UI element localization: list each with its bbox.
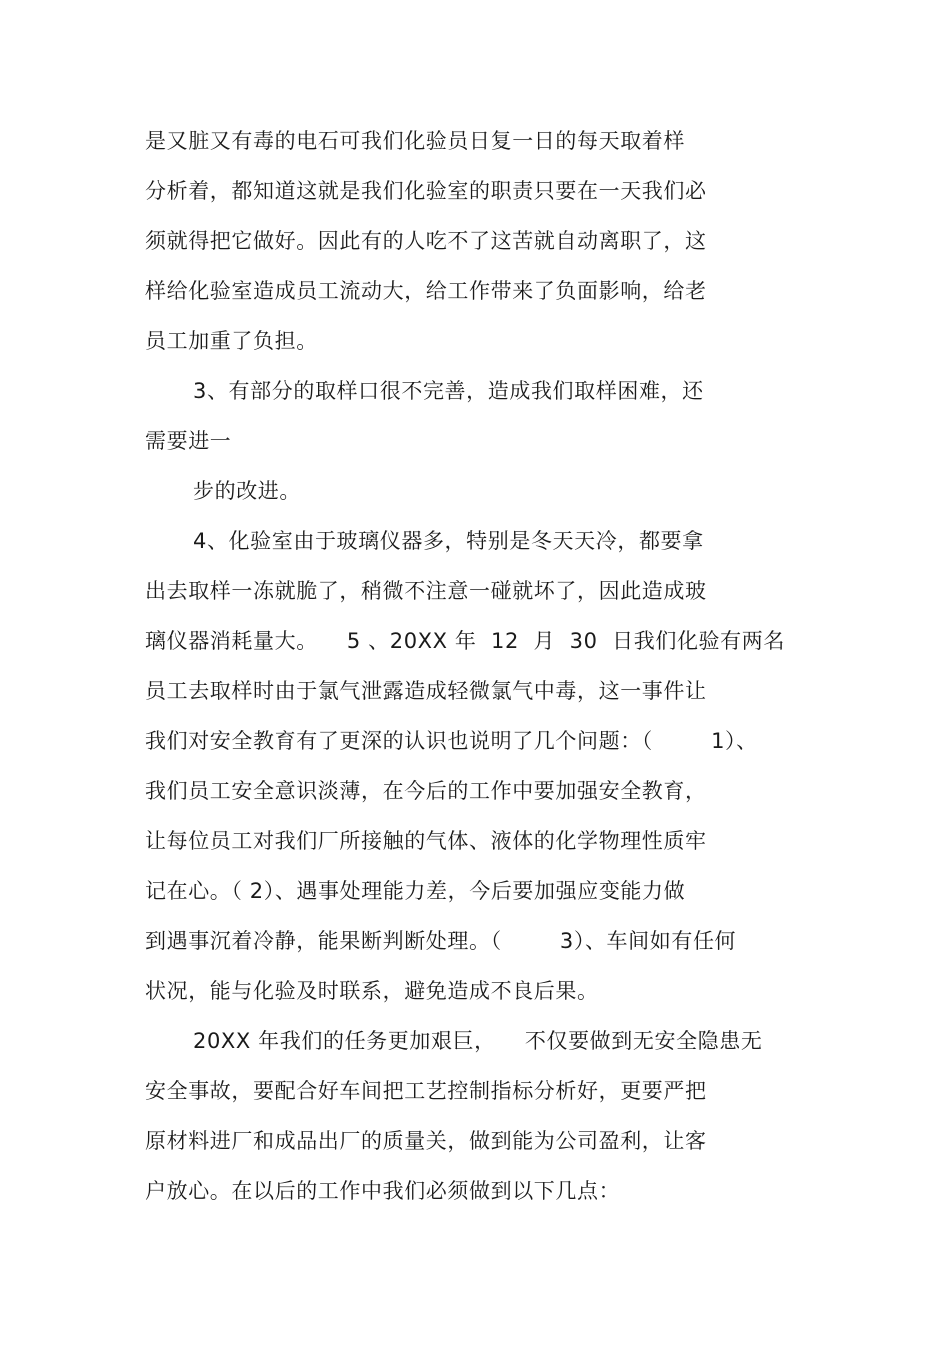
text-line: 分析着，都知道这就是我们化验室的职责只要在一天我们必 [145,179,707,203]
text-line: 状况，能与化验及时联系，避免造成不良后果。 [145,979,599,1003]
text-line: 出去取样一冻就脆了，稍微不注意一碰就坏了，因此造成玻 [145,579,707,603]
text-line: 记在心。（ 2）、遇事处理能力差，今后要加强应变能力做 [145,879,686,903]
text-line: 安全事故，要配合好车间把工艺控制指标分析好，更要严把 [145,1079,707,1103]
text-line: 需要进一 [145,429,232,453]
text-line: 样给化验室造成员工流动大，给工作带来了负面影响，给老 [145,279,707,303]
text-line: 步的改进。 [193,479,301,503]
text-line: 是又脏又有毒的电石可我们化验员日复一日的每天取着样 [145,129,685,153]
text-line: 须就得把它做好。因此有的人吃不了这苦就自动离职了，这 [145,229,707,253]
text-line: 4、化验室由于玻璃仪器多，特别是冬天天冷，都要拿 [193,529,704,553]
text-line: 让每位员工对我们厂所接触的气体、液体的化学物理性质牢 [145,829,707,853]
text-line: 员工加重了负担。 [145,329,318,353]
text-line: 我们员工安全意识淡薄，在今后的工作中要加强安全教育， [145,779,707,803]
text-line: 璃仪器消耗量大。 5 、20XX 年 12 月 30 日我们化验有两名 [145,629,785,653]
text-line: 员工去取样时由于氯气泄露造成轻微氯气中毒，这一事件让 [145,679,707,703]
text-line: 到遇事沉着冷静，能果断判断处理。（ 3）、车间如有任何 [145,929,737,953]
text-line: 我们对安全教育有了更深的认识也说明了几个问题：（ 1）、 [145,729,758,753]
text-line: 3、有部分的取样口很不完善，造成我们取样困难，还 [193,379,704,403]
text-line: 20XX 年我们的任务更加艰巨， 不仅要做到无安全隐患无 [193,1029,763,1053]
text-line: 原材料进厂和成品出厂的质量关，做到能为公司盈利，让客 [145,1129,707,1153]
text-line: 户放心。在以后的工作中我们必须做到以下几点： [145,1179,621,1203]
